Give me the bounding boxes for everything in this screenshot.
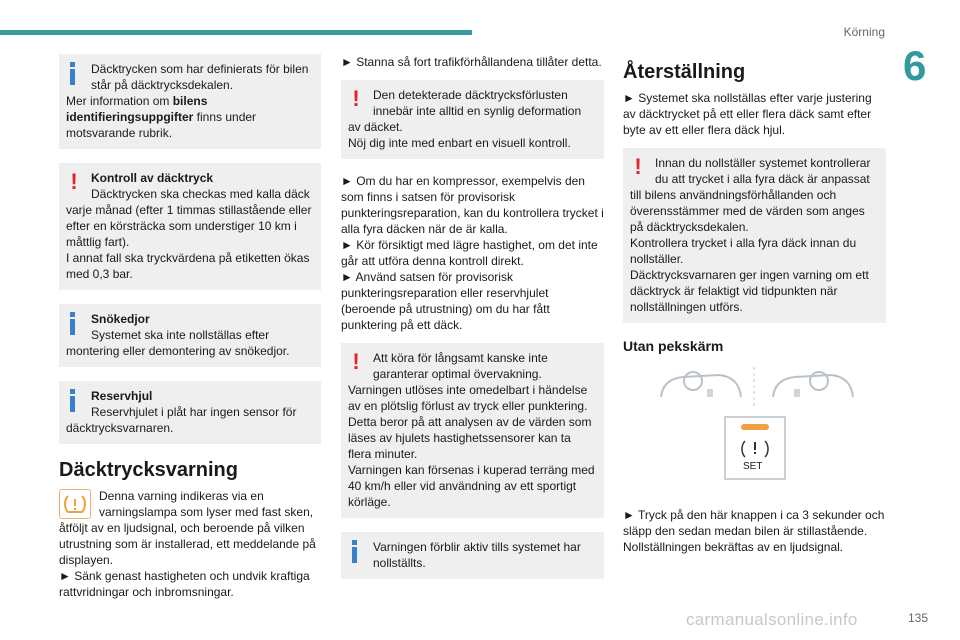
warning-text: Innan du nollställer systemet kontrollerar du att trycket i alla fyra däck är anpassat (655, 156, 871, 186)
steering-wheel-illustration (623, 367, 886, 497)
crossref-link: bilens identifieringsuppgifter (66, 94, 208, 124)
warning-text: Däcktrycken ska checkas med kalla däck (91, 187, 310, 201)
info-icon (68, 389, 77, 413)
warning-lamp-row (59, 488, 321, 520)
info-icon (68, 62, 77, 86)
instruction-text: ► Kör försiktigt med lägre hastighet, om det inte går att utföra denna kontroll direkt. (341, 238, 598, 268)
info-box-snow-chains (59, 304, 321, 367)
column-3 (623, 54, 886, 555)
section-heading-pressure-warning: Däcktrycksvarning (59, 459, 238, 481)
info-title: Reservhjul (91, 389, 153, 403)
chapter-number: 6 (903, 42, 927, 89)
lamp-text: Denna varning indikeras via en varningslampa som lyser med fast sken, (99, 489, 314, 519)
info-text-more: däcktrycksvarnaren. (66, 421, 174, 435)
info-text-more: Mer information om bilens identifieringsuppgifter finns under motsvarande rubrik. (66, 94, 257, 140)
info-box-tire-pressure-label (59, 54, 321, 149)
set-button-label: SET (743, 461, 763, 472)
instruction-text: ► Använd satsen för provisorisk punkteringsreparation eller reservhjulet (beroende på utrustning) om du har fått punktering på ett däck. (341, 270, 550, 332)
column-1 (59, 54, 321, 600)
info-text: Systemet ska inte nollställas efter (91, 328, 270, 342)
warning-text-2: Nöj dig inte med enbart en visuell kontroll. (348, 136, 571, 150)
info-text: Reservhjulet i plåt har ingen sensor för (91, 405, 297, 419)
instruction-text: ► Stanna så fort trafikförhållandena tillåter detta. (341, 55, 602, 69)
warning-text: Den detekterade däcktrycksförlusten innebär inte alltid en synlig deformation (373, 88, 582, 118)
section-title: Körning (843, 25, 885, 39)
lamp-text-more: åtföljt av en ljudsignal, och beroende på vilken utrustning som är installerad, ett meddelande på displayen. (59, 521, 316, 567)
instruction-text: ► Tryck på den här knappen i ca 3 sekunder och släpp den sedan medan bilen är stillastående. Nollställningen bekräftas av en ljudsignal. (623, 508, 885, 554)
column-2 (341, 54, 604, 593)
warning-icon: ! (634, 154, 642, 179)
info-title: Snökedjor (91, 312, 150, 326)
instruction-text: ► Om du har en kompressor, exempelvis den som finns i satsen för provisorisk punkteringsreparation, kan du kontrollera trycket i alla fyra däcken när de är kalla. (341, 174, 604, 236)
warning-text: Att köra för långsamt kanske inte garanterar optimal övervakning. (373, 351, 548, 381)
warning-icon: ! (70, 169, 78, 194)
warning-text-2: Kontrollera trycket i alla fyra däck innan du nollställer. (630, 236, 857, 266)
page-number: 135 (907, 611, 928, 625)
instruction-text: ► Sänk genast hastigheten och undvik kraftiga rattvridningar och inbromsningar. (59, 569, 310, 599)
tire-pressure-warning-icon (59, 489, 91, 519)
warning-box-deformation (341, 80, 604, 159)
info-box-warning-active (341, 532, 604, 579)
instruction-text: ► Systemet ska nollställas efter varje justering av däcktrycket på ett eller flera däck samt efter byte av ett eller flera däck hjul. (623, 91, 872, 137)
warning-text-3: Däcktrycksvarnaren ger ingen varning om ett däcktryck är felaktigt vid tidpunkten när nollställningen utförs. (630, 268, 869, 314)
warning-text-more: varje månad (efter 1 timmas stillastående eller efter en körsträcka som understiger 10 km i måttlig fart). (66, 203, 312, 249)
warning-icon: ! (352, 349, 360, 374)
dashboard-diagram (623, 367, 886, 497)
header-accent-bar (0, 30, 472, 35)
warning-text-4: Varningen kan försenas i kuperad terräng med 40 km/h eller vid användning av ett sportigt körläge. (348, 463, 595, 509)
warning-text-more: till bilens användningsförhållanden och överensstämmer med de värden som anges på däcktrycksdekalen. (630, 188, 865, 234)
info-icon (350, 540, 359, 564)
info-icon (68, 312, 77, 336)
warning-text-2: Varningen utlöses inte omedelbart i händelse av en plötslig förlust av tryck eller punktering. (348, 383, 588, 413)
warning-box-slow-driving (341, 343, 604, 518)
warning-text-more: av däcket. (348, 120, 403, 134)
watermark: carmanualsonline.info (686, 610, 858, 629)
warning-icon: ! (352, 86, 360, 111)
warning-box-pressure-check (59, 163, 321, 290)
info-text: Varningen förblir aktiv tills systemet har nollställts. (373, 540, 581, 570)
info-text-more: montering eller demontering av snökedjor. (66, 344, 290, 358)
warning-title: Kontroll av däcktryck (91, 171, 214, 185)
warning-text-3: Detta beror på att analysen av de värden som läses av hjulets hastighetssensorer kan ta flera minuter. (348, 415, 592, 461)
info-text: Däcktrycken som har definierats för bilen står på däcktrycksdekalen. (91, 62, 309, 92)
section-heading-reset: Återställning (623, 61, 746, 83)
warning-box-before-reset (623, 148, 886, 323)
warning-text-2: I annat fall ska tryckvärdena på etiketten ökas med 0,3 bar. (66, 251, 310, 281)
subheading-no-touchscreen: Utan pekskärm (623, 338, 724, 354)
info-box-spare-wheel (59, 381, 321, 444)
